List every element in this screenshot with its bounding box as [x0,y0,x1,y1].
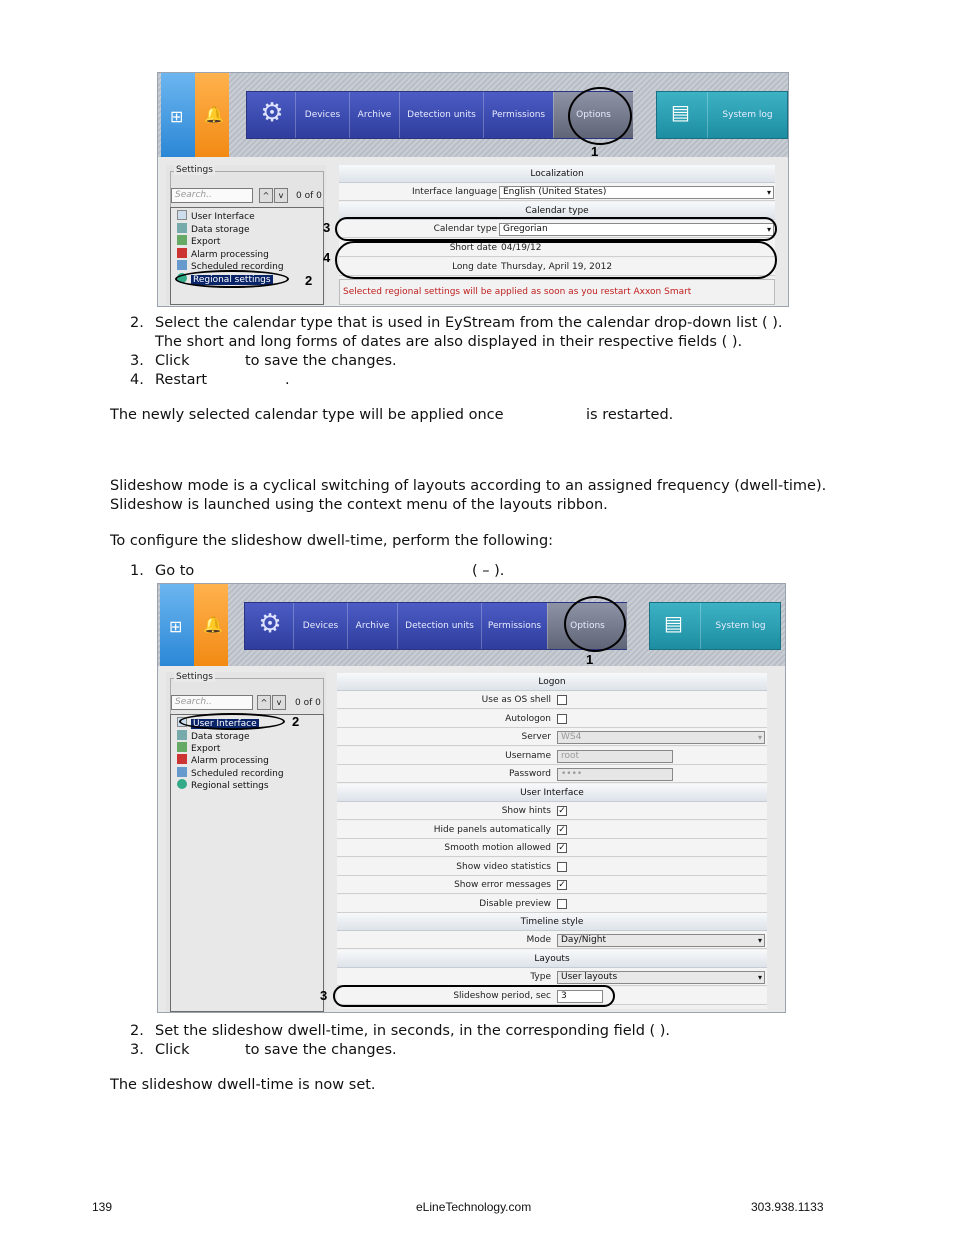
step-4-number: 4. [130,372,144,388]
export-icon [177,235,187,245]
error-messages-checkbox[interactable]: ✓ [558,880,566,890]
search-count-2: 0 of 0 [295,698,321,708]
nav-permissions-2[interactable]: Permissions [481,603,547,649]
step-3-number: 3. [130,353,144,369]
autologon-label: Autologon [505,714,551,724]
video-stats-label: Show video statistics [456,862,551,872]
show-hints-label: Show hints [501,806,551,816]
tree-alarm-processing-2[interactable]: Alarm processing [177,754,269,766]
nav-devices-2[interactable]: Devices [293,603,347,649]
log-icon: ▤ [671,100,690,124]
interface-language-label: Interface language [411,187,497,197]
password-field[interactable]: •••• [557,768,673,781]
nav-permissions[interactable]: Permissions [483,92,553,138]
callout-3: 3 [323,220,331,235]
step2-3-rest: to save the changes. [245,1042,397,1058]
search-input-2[interactable]: Search.. [171,695,253,710]
callout-options-ring [568,87,632,145]
callout-ui-ring [179,713,285,730]
ui-grid [337,673,767,1009]
short-date-label: Short date [449,243,497,253]
tree-data-storage-2[interactable]: Data storage [177,730,250,742]
password-label: Password [508,769,551,779]
tree-scheduled-recording[interactable]: Scheduled recording [177,260,284,272]
paragraph-slideshow-line2: Slideshow is launched using the context menu of the layouts ribbon. [110,497,608,513]
settings-label-2: Settings [176,672,213,682]
error-messages-label: Show error messages [454,880,551,890]
settings-label: Settings [176,165,213,175]
step-4-period: . [285,372,290,388]
step2-3-number: 3. [130,1042,144,1058]
callout-1: 1 [591,144,599,159]
tree-data-storage[interactable]: Data storage [177,223,250,235]
calendar-type-label: Calendar type [433,224,497,234]
alarm-icon [177,754,187,764]
nav-detection-units-2[interactable]: Detection units [397,603,481,649]
screenshot-regional-settings [157,72,789,307]
slideshow-label: Slideshow period, sec [453,991,551,1001]
search-down-button-2[interactable]: v [272,695,286,710]
row-show-hints [337,802,767,820]
monitor-icon [177,210,187,220]
row-mode [337,931,767,949]
callout-slideshow-ring [333,985,615,1007]
row-password [337,765,767,783]
callout-2-b: 2 [292,714,300,729]
smooth-motion-label: Smooth motion allowed [444,843,551,853]
alarm-icon [177,248,187,258]
step-3-click: Click [155,353,190,369]
search-count: 0 of 0 [296,191,322,201]
server-select[interactable]: WS4 ▾ [557,731,765,744]
nav-detection-units[interactable]: Detection units [399,92,483,138]
long-date-label: Long date [452,262,497,272]
disable-preview-checkbox[interactable] [557,899,567,909]
step2-2-text: Set the slideshow dwell-time, in seconds, in the corresponding field ( ). [155,1023,671,1039]
nav-devices[interactable]: Devices [295,92,349,138]
tree-export[interactable]: Export [177,235,220,247]
bell-icon: 🔔 [203,615,223,634]
tree-alarm-processing[interactable]: Alarm processing [177,248,269,260]
alarm-tile[interactable] [195,73,229,157]
top-toolbar [158,73,788,157]
alarm-tile-2[interactable] [194,584,228,666]
row-interface-language [339,183,775,201]
nav-options-2[interactable]: Options [547,603,627,649]
step-go-a: Go to [155,563,195,579]
settings-tree [170,207,324,305]
restart-notice [339,279,775,305]
windows-icon: ⊞ [169,617,183,636]
globe-icon [177,779,187,789]
top-toolbar-2 [158,584,785,666]
calendar-icon [177,767,187,777]
log-icon: ▤ [664,611,683,635]
tree-user-interface[interactable]: User Interface [177,210,255,222]
callout-regional-ring [175,270,289,288]
tree-regional-settings-2[interactable]: Regional settings [177,779,269,791]
callout-options-ring-2 [564,596,626,652]
user-interface-header: User Interface [337,784,767,802]
video-stats-checkbox[interactable] [557,862,567,872]
row-server [337,728,767,746]
row-disable-preview [337,895,767,913]
hide-panels-label: Hide panels automatically [433,825,551,835]
username-field[interactable]: root [557,750,673,763]
row-smooth-motion [337,839,767,857]
layouts-header: Layouts [337,950,767,968]
step-2-number: 2. [130,315,144,331]
search-up-button-2[interactable]: ^ [257,695,271,710]
timeline-header: Timeline style [337,913,767,931]
windows-tile[interactable] [161,73,195,157]
row-type [337,968,767,986]
calendar-icon [177,260,187,270]
tree-regional-settings[interactable]: Regional settings [177,273,273,285]
footer-site: eLineTechnology.com [416,1200,532,1214]
paragraph-dwell-set: The slideshow dwell-time is now set. [110,1077,376,1093]
logon-header: Logon [337,673,767,691]
hide-panels-checkbox[interactable]: ✓ [558,825,566,835]
os-shell-checkbox[interactable] [557,695,567,705]
paragraph-applied-b: is restarted. [586,407,674,423]
mode-label: Mode [526,935,551,945]
screenshot-user-interface [157,583,786,1013]
windows-tile-2[interactable] [160,584,194,666]
mode-select[interactable]: Day/Night ▾ [557,934,765,947]
search-input[interactable]: Search.. [171,188,253,203]
step2-2-number: 2. [130,1023,144,1039]
step-go-b: ( – ). [472,563,505,579]
tree-scheduled-recording-2[interactable]: Scheduled recording [177,767,284,779]
disk-icon [177,223,187,233]
step-4-restart: Restart [155,372,208,388]
paragraph-configure: To configure the slideshow dwell-time, perform the following: [110,533,554,549]
gear-icon: ⚙ [258,609,282,639]
slideshow-period-field[interactable]: 3 [557,990,603,1003]
nav-archive[interactable]: Archive [349,92,399,138]
nav-system-log[interactable]: System log [707,92,787,138]
callout-2: 2 [305,273,313,288]
nav-system-log-2[interactable]: System log [700,603,780,649]
calendar-header: Calendar type [339,202,775,220]
row-autologon [337,710,767,728]
row-error-messages [337,876,767,894]
notice-text: Selected regional settings will be applied as soon as you restart Axxon Smart [343,287,692,297]
autologon-checkbox[interactable] [557,714,567,724]
callout-3-b: 3 [320,988,328,1003]
step-3-rest: to save the changes. [245,353,397,369]
step-2-line2: The short and long forms of dates are also displayed in their respective fields ( ). [155,334,743,350]
calendar-type-select[interactable]: Gregorian ▾ [499,223,774,236]
footer-page-number: 139 [92,1200,113,1214]
callout-dates-ring [335,241,777,279]
step-go-number: 1. [130,563,144,579]
long-date-value: Thursday, April 19, 2012 [501,262,613,272]
row-username [337,747,767,765]
system-nav-2 [649,602,781,650]
nav-options[interactable]: Options [553,92,633,138]
localization-header: Localization [339,165,775,183]
nav-archive-2[interactable]: Archive [347,603,397,649]
callout-1-b: 1 [586,652,594,667]
type-label: Type [530,972,551,982]
system-nav [656,91,788,139]
disable-preview-label: Disable preview [479,899,551,909]
settings-tree-2 [170,714,324,1012]
short-date-value: 04/19/12 [501,243,542,253]
tree-user-interface-2[interactable]: User Interface [177,717,259,729]
search-up-button[interactable]: ^ [259,188,273,203]
row-os-shell [337,691,767,709]
interface-language-select[interactable]: English (United States) ▾ [499,186,774,199]
step-2-line1: Select the calendar type that is used in EyStream from the calendar drop-down list ( ). [155,315,783,331]
show-hints-checkbox[interactable]: ✓ [558,806,566,816]
disk-icon [177,730,187,740]
type-select[interactable]: User layouts ▾ [557,971,765,984]
windows-icon: ⊞ [170,107,184,126]
footer-phone: 303.938.1133 [751,1200,824,1214]
callout-4: 4 [323,250,331,265]
row-video-stats [337,858,767,876]
row-hide-panels [337,821,767,839]
gear-icon: ⚙ [260,98,284,128]
search-down-button[interactable]: v [274,188,288,203]
tree-export-2[interactable]: Export [177,742,220,754]
os-shell-label: Use as OS shell [481,695,551,705]
server-label: Server [521,732,551,742]
step2-3-click: Click [155,1042,190,1058]
smooth-motion-checkbox[interactable]: ✓ [558,843,566,853]
paragraph-applied-a: The newly selected calendar type will be applied once [110,407,504,423]
callout-calendar-ring [335,217,777,241]
export-icon [177,742,187,752]
bell-icon: 🔔 [204,105,224,124]
username-label: Username [505,751,551,761]
paragraph-slideshow-line1: Slideshow mode is a cyclical switching of layouts according to an assigned frequency (dwell-time). [110,478,827,494]
